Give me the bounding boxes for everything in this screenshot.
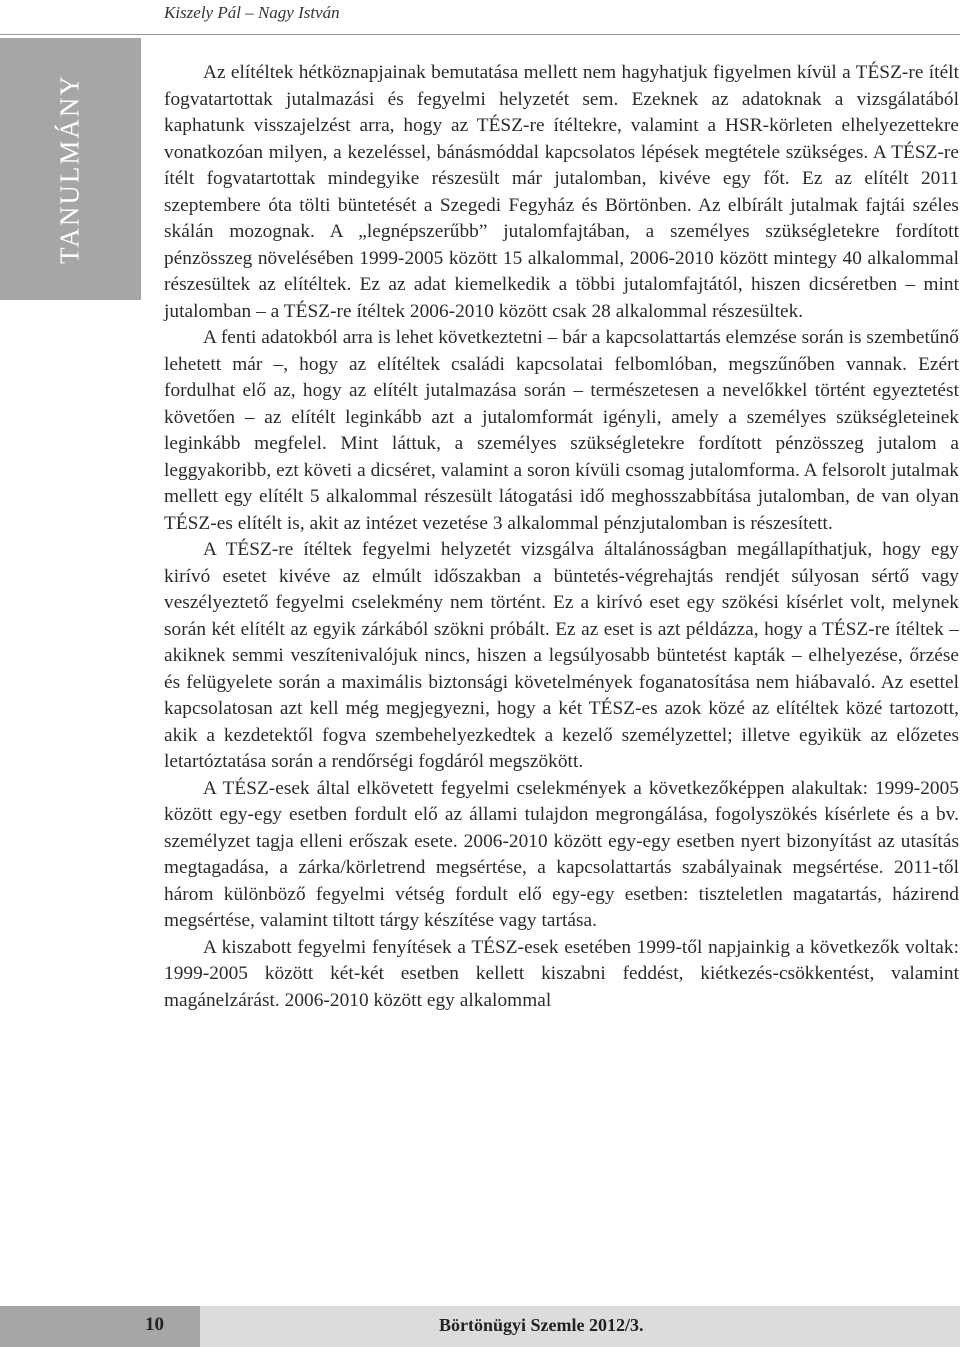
paragraph: A TÉSZ-esek által elkövetett fegyelmi cselekmények a következőképpen alakultak: 1999-2005 között egy-egy esetben fordult elő az állami tulajdon megrongálása, fogolyszökés kísérlete és a bv. személyzet tagja elleni erőszak esete. 2006-2010 között egy-egy esetben nyert bizonyítást az utasítás megtagadása, a zárka/körletrend megsértése, a kapcsolattartás szabályainak megsértése. 2011-től három különböző fegyelmi vétség fordult elő egy-egy esetben: tiszteletlen magatartás, házirend megsértése, valamint tiltott tárgy készítése vagy tartása. xyxy=(164,777,959,931)
paragraph: A kiszabott fegyelmi fenyítések a TÉSZ-esek esetében 1999-től napjainkig a következők voltak: 1999-2005 között két-két esetben kellett kiszabni feddést, kiétkezés-csökkentést, valamint magánelzárást. 2006-2010 között egy alkalommal xyxy=(164,936,959,1011)
header-divider xyxy=(0,34,960,35)
journal-name: Börtönügyi Szemle 2012/3. xyxy=(439,1315,644,1335)
page-number-box xyxy=(0,1306,200,1347)
page-number: 10 xyxy=(145,1314,164,1335)
paragraph: A TÉSZ-re ítéltek fegyelmi helyzetét vizsgálva általánosságban megállapíthatjuk, hogy egy kirívó esetet kivéve az elmúlt időszakban a büntetés-végrehajtás rendjét súlyosan sértő vagy veszélyeztető fegyelmi cselekmény nem történt. Ez a kirívó eset egy szökési kísérlet volt, melynek során két elítélt az egyik zárkából szökni próbált. Ez az eset is azt példázza, hogy a TÉSZ-re ítéltek – akiknek semmi veszítenivalójuk nincs, hiszen a legsúlyosabb büntetést kapták – elhelyezése, őrzése és felügyelete során a maximális biztonsági követelmények foganatosítása nem hiábavaló. Az esettel kapcsolatosan azt kell még megjegyezni, hogy a két TÉSZ-es azok közé az elítéltek közé tartozott, akik a kezdetektől fogva szembehelyezkedtek a kezelő személyzettel; illetve egyikük az előzetes letartóztatása során a rendőrségi fogdáról megszökött. xyxy=(164,539,959,772)
article-body xyxy=(164,60,959,1014)
paragraph: A fenti adatokból arra is lehet következtetni – bár a kapcsolattartás elemzése során is szembetűnő lehetett már –, hogy az elítéltek családi kapcsolatai felbomlóban, megszűnőben vannak. Ezért fordulhat elő az, hogy az elítélt jutalmazása során – természetesen a nevelőkkel történt egyeztetést követően – az elítélt leginkább azt a jutalomformát igényli, amely a személyes szükségleteinek leginkább megfelel. Mint láttuk, a személyes szükségletekre fordított pénzösszeg jutalom a leggyakoribb, ezt követi a dicséret, valamint a soron kívüli csomag jutalomforma. A felsorolt jutalmak mellett egy elítélt 5 alkalommal részesült látogatási idő meghosszabbítása jutalomban, de van olyan TÉSZ-es elítélt is, akit az intézet vezetése 3 alkalommal pénzjutalomban is részesített. xyxy=(164,327,959,534)
paragraph: Az elítéltek hétköznapjainak bemutatása mellett nem hagyhatjuk figyelmen kívül a TÉSZ-re ítélt fogvatartottak jutalmazási és fegyelmi helyzetét sem. Ezeknek az adatoknak a vizsgálatából kaphatunk visszajelzést arra, hogy az TÉSZ-re ítéltekre, valamint a HSR-körleten elhelyezettekre vonatkozóan milyen, a kezeléssel, bánásmóddal kapcsolatos lépések megtétele szükséges. A TÉSZ-re ítélt fogvatartottak mindegyike részesült már jutalomban, kivéve egy főt. Ez az elítélt 2011 szeptembere óta tölti büntetését a Szegedi Fegyház és Börtönben. Az elbírált jutalmak fajtái széles skálán mozognak. A „legnépszerűbb” jutalomfajtában, a személyes szükségletekre fordított pénzösszeg növelésében 1999-2005 között 15 alkalommal, 2006-2010 között mintegy 40 alkalommal részesültek az elítéltek. Ez az adat kiemelkedik a többi jutalomfajtától, hiszen dicséretben – mint jutalomban – a TÉSZ-re ítéltek 2006-2010 között csak 28 alkalommal részesültek. xyxy=(164,62,959,322)
section-label: TANULMÁNY xyxy=(54,74,85,264)
section-side-tab xyxy=(0,38,141,300)
running-header-authors: Kiszely Pál – Nagy István xyxy=(164,3,340,22)
footer-bar xyxy=(0,1306,960,1347)
